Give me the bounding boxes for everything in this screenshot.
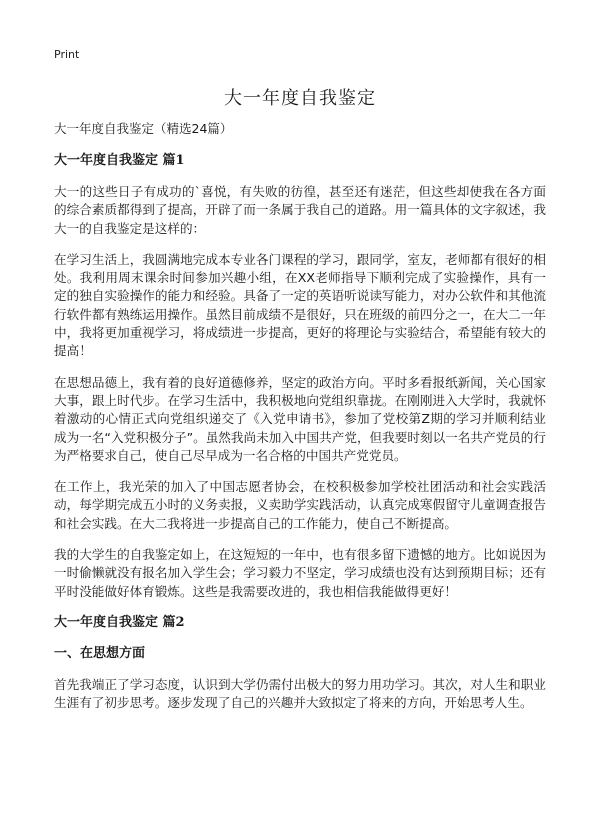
paragraph: 在学习生活上，我圆满地完成本专业各门课程的学习，跟同学，室友，老师都有很好的相处。我利用周末课余时间参加兴趣小组，在XX老师指导下顺利完成了实验操作，具有一定的独自实验操作的能力和经验。具备了一定的英语听说读写能力，对办公软件和其他流行软件都有熟练运用操作。虽然目前成绩不是很好，只在班级的前四分之一，在大二一年中，我将更加重视学习，将成绩进一步提高，更好的将理论与实验结合，希望能有较大的提高！ bbox=[54, 251, 546, 359]
section-heading: 大一年度自我鉴定 篇1 bbox=[54, 153, 185, 168]
section-heading: 大一年度自我鉴定 篇2 bbox=[54, 614, 185, 630]
paragraph: 首先我端正了学习态度，认识到大学仍需付出极大的努力用功学习。其次，对人生和职业生涯有了初步思考。逐步发现了自己的兴趣并大致拟定了将来的方向，开始思考人生。 bbox=[54, 676, 546, 711]
document-body bbox=[54, 120, 546, 726]
paragraph: 大一的这些日子有成功的`喜悦，有失败的彷徨，甚至还有迷茫，但这些却使我在各方面的综合素质都得到了提高，开辟了而一条属于我自己的道路。用一篇具体的文字叙述，我大一的自我鉴定是这样的： bbox=[54, 184, 546, 236]
paragraph: 在思想品德上，我有着的良好道德修养，坚定的政治方向。平时多看报纸新闻，关心国家大事，跟上时代步。在学习生活中，我积极地向党组织靠拢。在刚刚进入大学时，我就怀着激动的心情正式向党组织递交了《入党申请书》，参加了党校第Z期的学习并顺利结业成为一名“入党积极分子”。虽然我尚未加入中国共产党，但我要时刻以一名共产党员的行为严格要求自己，使自己尽早成为一名合格的中国共产党党员。 bbox=[54, 374, 546, 463]
page-title: 大一年度自我鉴定 bbox=[224, 88, 376, 109]
paragraph: 我的大学生的自我鉴定如上，在这短短的一年中，也有很多留下遗憾的地方。比如说因为一时偷懒就没有报名加入学生会；学习毅力不坚定，学习成绩也没有达到预期目标；还有平时没能做好体育锻炼。这些是我需要改进的，我也相信我能做得更好！ bbox=[54, 547, 546, 599]
print-link[interactable]: Print bbox=[54, 48, 80, 61]
paragraph: 在工作上，我光荣的加入了中国志愿者协会，在校积极参加学校社团活动和社会实践活动，每学期完成五小时的义务卖报，义卖助学实践活动，认真完成寒假留守儿童调查报告和社会实践。在大二我将进一步提高自己的工作能力，使自己不断提高。 bbox=[54, 479, 546, 531]
document-subtitle: 大一年度自我鉴定（精选24篇） bbox=[54, 121, 233, 136]
section-subheading: 一、在思想方面 bbox=[54, 645, 146, 661]
